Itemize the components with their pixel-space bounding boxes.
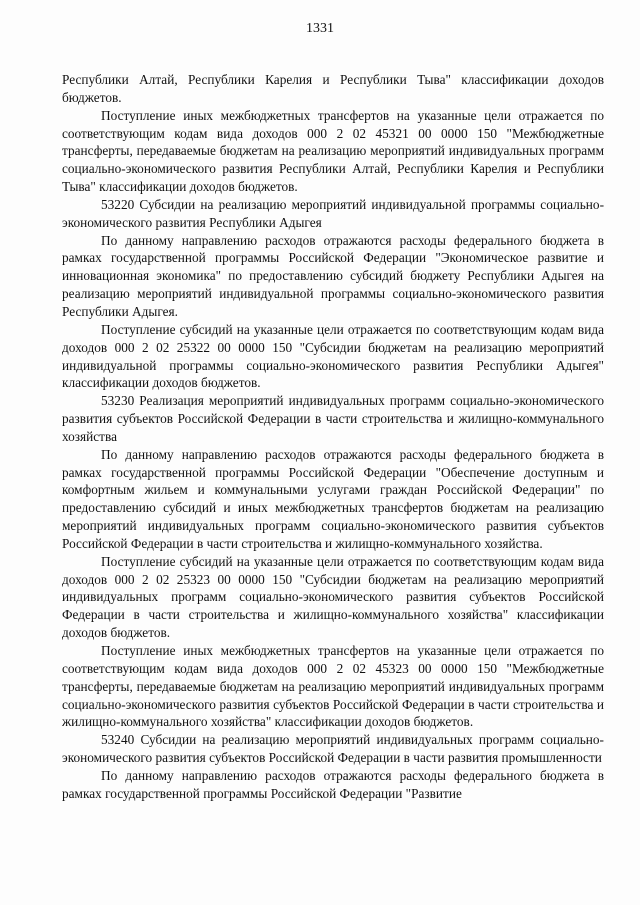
paragraph: 53240 Субсидии на реализацию мероприятий индивидуальных программ социально-экономического развития субъектов Российской Федерации в части развития промышленности: [62, 732, 604, 766]
paragraph: Поступление субсидий на указанные цели отражается по соответствующим кодам вида доходов 000 2 02 25322 00 0000 150 "Субсидии бюджетам на реализацию мероприятий индивидуальной программы социально-экономического развития Республики Адыгея" классификации доходов бюджетов.: [62, 321, 604, 391]
paragraph: По данному направлению расходов отражаются расходы федерального бюджета в рамках государственной программы Российской Федерации "Обеспечение доступным и комфортным жильем и коммунальными услугами граждан Российской Федерации" по предоставлению субсидий и иных межбюджетных трансфертов бюджетам на реализацию мероприятий индивидуальных программ социально-экономического развития субъектов Российской Федерации в части строительства и жилищно-коммунального хозяйства.: [62, 446, 604, 551]
paragraph: Республики Алтай, Республики Карелия и Республики Тыва" классификации доходов бюджетов.: [62, 72, 604, 105]
paragraph: 53220 Субсидии на реализацию мероприятий индивидуальной программы социально-экономического развития Республики Адыгея: [62, 196, 604, 230]
paragraph: 53230 Реализация мероприятий индивидуальных программ социально-экономического развития субъектов Российской Федерации в части строительства и жилищно-коммунального хозяйства: [62, 393, 604, 444]
page-number: 1331: [306, 21, 334, 36]
paragraph: Поступление иных межбюджетных трансфертов на указанные цели отражается по соответствующим кодам вида доходов 000 2 02 45323 00 0000 150 "Межбюджетные трансферты, передаваемые бюджетам на реализацию мероприятий индивидуальных программ социально-экономического развития субъектов Российской Федерации в части строительства и жилищно-коммунального хозяйства" классификации доходов бюджетов.: [62, 643, 604, 730]
paragraph: По данному направлению расходов отражаются расходы федерального бюджета в рамках государственной программы Российской Федерации "Развитие: [62, 767, 604, 801]
paragraph: Поступление субсидий на указанные цели отражается по соответствующим кодам вида доходов 000 2 02 25323 00 0000 150 "Субсидии бюджетам на реализацию мероприятий индивидуальных программ социально-экономического развития субъектов Российской Федерации в части строительства и жилищно-коммунального хозяйства" классификации доходов бюджетов.: [62, 553, 604, 641]
paragraph: Поступление иных межбюджетных трансфертов на указанные цели отражается по соответствующим кодам вида доходов 000 2 02 45321 00 0000 150 "Межбюджетные трансферты, передаваемые бюджетам на реализацию мероприятий индивидуальных программ социально-экономического развития Республики Алтай, Республики Карелия и Республики Тыва" классификации доходов бюджетов.: [62, 107, 604, 195]
paragraph: По данному направлению расходов отражаются расходы федерального бюджета в рамках государственной программы Российской Федерации "Экономическое развитие и инновационная экономика" по предоставлению субсидий бюджету Республики Адыгея на реализацию мероприятий индивидуальной программы социально-экономического развития Республики Адыгея.: [62, 232, 604, 319]
document-body: [62, 71, 604, 803]
